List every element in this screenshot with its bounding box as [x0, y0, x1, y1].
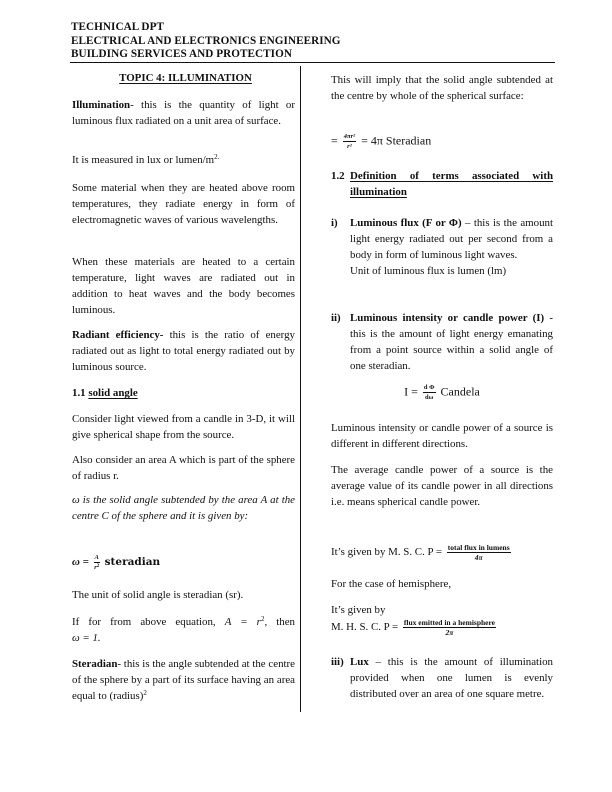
para-luminous: When these materials are heated to a certain temperature, light waves are radiated out in addition to heat waves and the body becomes luminous.: [72, 256, 295, 317]
header-program: ELECTRICAL AND ELECTRONICS ENGINEERING: [71, 34, 341, 47]
formula-mhscp: M. H. S. C. P = $\frac{\text{flux emitted in a hemisphere}}{2\pi}$: [331, 618, 496, 637]
measured-in: It is measured in lux or lumen/$m^{2.}$: [72, 153, 220, 166]
para-heated: Some material when they are heated above room temperatures, they radiate energy in form of electromagnetic waves of various wavelengths.: [72, 182, 295, 227]
term-luminous-intensity: Luminous intensity or candle power (I): [350, 312, 545, 324]
formula-whole-sphere: = $\frac{\text{4πr²}}{\text{r²}}$ = 4π Steradian: [331, 133, 432, 150]
formula-solid-angle: ω = $\frac{A}{r^2}$ steradian: [72, 554, 161, 571]
header-course: BUILDING SERVICES AND PROTECTION: [71, 48, 292, 60]
term-lux: Lux: [350, 656, 369, 668]
column-divider: [300, 66, 301, 712]
section-1-1-heading: 1.1 solid angle: [72, 387, 138, 399]
para-candle: Consider light viewed from a candle in 3-D, it will give spherical shape from the source.: [72, 413, 295, 442]
para-imply: This will imply that the solid angle subtended at the centre by whole of the spherical surface:: [331, 74, 553, 103]
para-if-equation: If for from above equation, $A = r^2$, then: [72, 615, 295, 628]
omega-equals-one: ω = 1.: [72, 632, 101, 645]
term-illumination: Illumination: [72, 99, 131, 111]
para-hemisphere: For the case of hemisphere,: [331, 578, 452, 590]
topic-title: TOPIC 4: ILLUMINATION: [119, 72, 252, 84]
para-omega: ω is the solid angle subtended by the area A at the centre C of the sphere and it is given by:: [72, 494, 295, 523]
illumination-definition: Illumination- this is the quantity of light or luminous flux radiated on a unit area of surface.: [72, 99, 295, 128]
list-item-lux: iii) Lux – this is the amount of illumination provided when one lumen is evenly distributed over an area of one square metre.: [331, 656, 553, 701]
term-luminous-flux: Luminous flux (F or Φ): [350, 217, 462, 229]
header-rule: [70, 62, 555, 63]
luminous-flux-unit: Unit of luminous flux is lumen (lm): [350, 265, 507, 278]
formula-mscp: It’s given by M. S. C. P = $\frac{\text{total flux in lumens}}{4\pi}$: [331, 543, 510, 562]
radiant-efficiency-definition: Radiant efficiency- this is the ratio of energy radiated out as light to total energy radiated out by luminous source.: [72, 329, 296, 374]
para-given-by: It’s given by: [331, 604, 386, 616]
para-unit: The unit of solid angle is steradian (sr).: [72, 589, 244, 601]
list-item-luminous-intensity: ii) Luminous intensity or candle power (I) - this is the amount of light energy emanating from a point source within a solid angle of one steradian.: [331, 312, 553, 373]
section-1-2-heading: 1.2 Definition of terms associated with illumination: [331, 170, 553, 199]
formula-candela: I = $\frac{\text{d Φ}}{d\omega}$ Candela: [404, 384, 480, 401]
steradian-definition: Steradian- this is the angle subtended at the centre of the sphere by a part of its surface having an area equal to (radius)$^2$: [72, 658, 295, 703]
para-varies: Luminous intensity or candle power of a source is different in different directions.: [331, 422, 553, 451]
header-department: TECHNICAL DPT: [71, 21, 164, 33]
para-area: Also consider an area A which is part of the sphere of radius r.: [72, 454, 295, 483]
term-steradian: Steradian: [72, 658, 118, 670]
term-radiant-efficiency: Radiant efficiency-: [72, 329, 164, 341]
para-average-candle-power: The average candle power of a source is the average value of its candle power in all directions i.e. means spherical candle power.: [331, 464, 553, 509]
document-header: [71, 21, 555, 62]
list-item-luminous-flux: i) Luminous flux (F or Φ) – this is the amount light energy radiated out per second from a body in form of luminous light waves. Unit of luminous flux is lumen (lm): [331, 215, 553, 279]
